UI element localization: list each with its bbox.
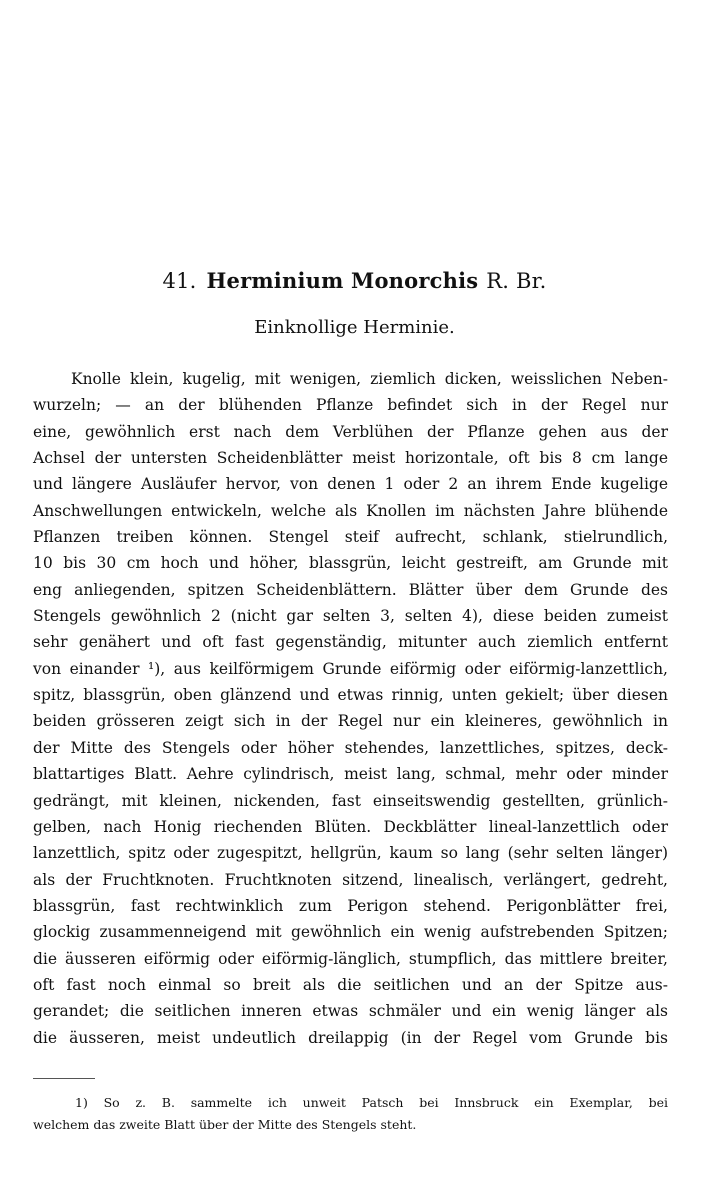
body-line: Knolle klein, kugelig, mit wenigen, ziemlich dicken, weisslichen Neben- bbox=[71, 370, 668, 388]
body-line: Anschwellungen entwickeln, welche als Knollen im nächsten Jahre blühende bbox=[33, 501, 668, 520]
description-paragraph bbox=[33, 366, 668, 1051]
body-line: wurzeln; — an der blühenden Pflanze befindet sich in der Regel nur bbox=[33, 396, 668, 415]
footnote-line: welchem das zweite Blatt über der Mitte des Stengels steht. bbox=[33, 1117, 417, 1132]
body-line: glockig zusammenneigend mit gewöhnlich ein wenig aufstrebenden Spitzen; bbox=[33, 923, 668, 942]
body-line: und längere Ausläufer hervor, von denen 1 oder 2 an ihrem Ende kugelige bbox=[33, 475, 668, 494]
body-line: spitz, blassgrün, oben glänzend und etwas rinnig, unten gekielt; über diesen bbox=[33, 686, 668, 705]
species-name: Herminium Monorchis bbox=[206, 268, 479, 293]
body-line: eine, gewöhnlich erst nach dem Verblühen der Pflanze gehen aus der bbox=[33, 422, 668, 441]
species-author: R. Br. bbox=[486, 269, 547, 293]
body-line: sehr genähert und oft fast gegenständig, mitunter auch ziemlich entfernt bbox=[33, 633, 668, 652]
body-line: blattartiges Blatt. Aehre cylindrisch, meist lang, schmal, mehr oder minder bbox=[33, 765, 668, 784]
body-line: lanzettlich, spitz oder zugespitzt, hellgrün, kaum so lang (sehr selten länger) bbox=[33, 844, 668, 863]
body-line: 10 bis 30 cm hoch und höher, blassgrün, leicht gestreift, am Grunde mit bbox=[33, 554, 668, 573]
species-number: 41. bbox=[162, 269, 197, 293]
body-line: von einander ¹), aus keilförmigem Grunde eiförmig oder eiförmig-lanzettlich, bbox=[33, 659, 668, 678]
body-line: blassgrün, fast rechtwinklich zum Perigon stehend. Perigonblätter frei, bbox=[33, 896, 668, 915]
body-line: der Mitte des Stengels oder höher stehendes, lanzettliches, spitzes, deck- bbox=[33, 738, 668, 757]
footnote bbox=[33, 1092, 668, 1136]
common-name: Einknollige Herminie. bbox=[254, 317, 455, 338]
body-line: die äusseren, meist undeutlich dreilappig (in der Regel vom Grunde bis bbox=[33, 1028, 668, 1047]
footnote-line: 1) So z. B. sammelte ich unweit Patsch bei Innsbruck ein Exemplar, bei bbox=[75, 1095, 668, 1110]
body-line: oft fast noch einmal so breit als die seitlichen und an der Spitze aus- bbox=[33, 975, 668, 994]
body-line: die äusseren eiförmig oder eiförmig-länglich, stumpflich, das mittlere breiter, bbox=[33, 949, 668, 968]
body-line: beiden grösseren zeigt sich in der Regel nur ein kleineres, gewöhnlich in bbox=[33, 712, 668, 731]
body-line: als der Fruchtknoten. Fruchtknoten sitzend, linealisch, verlängert, gedreht, bbox=[33, 870, 668, 889]
body-line: Stengels gewöhnlich 2 (nicht gar selten 3, selten 4), diese beiden zumeist bbox=[33, 607, 668, 626]
body-line: gedrängt, mit kleinen, nickenden, fast einseitswendig gestellten, grünlich- bbox=[33, 791, 668, 810]
footnote-divider bbox=[33, 1078, 95, 1079]
body-line: Pflanzen treiben können. Stengel steif aufrecht, schlank, stielrundlich, bbox=[33, 528, 668, 547]
body-line: gerandet; die seitlichen inneren etwas schmäler und ein wenig länger als bbox=[33, 1002, 668, 1021]
body-line: eng anliegenden, spitzen Scheidenblättern. Blätter über dem Grunde des bbox=[33, 580, 668, 599]
body-line: Achsel der untersten Scheidenblätter meist horizontale, oft bis 8 cm lange bbox=[33, 449, 668, 468]
species-heading bbox=[0, 268, 709, 293]
body-line: gelben, nach Honig riechenden Blüten. Deckblätter lineal-lanzettlich oder bbox=[33, 817, 668, 836]
